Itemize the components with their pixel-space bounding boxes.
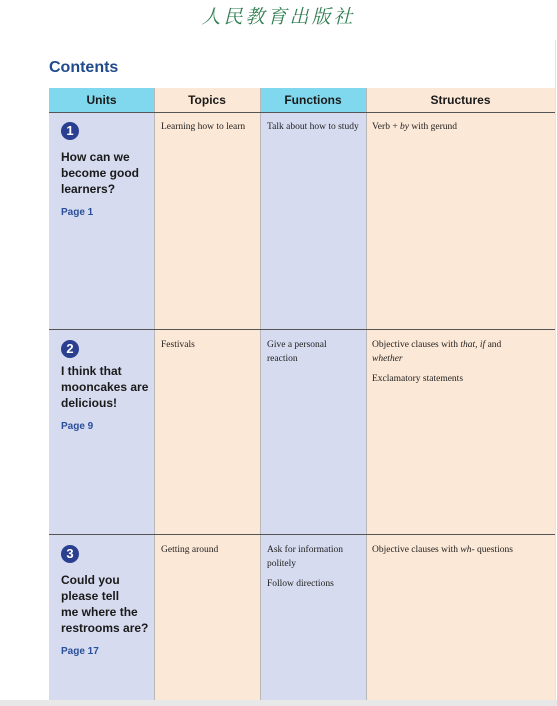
- structures-column: [366, 88, 555, 700]
- structure-cell: [372, 120, 550, 140]
- page-title: Contents: [49, 59, 119, 76]
- header-units: Units: [49, 88, 154, 112]
- topic-text: Getting around: [161, 545, 219, 555]
- column-divider: [154, 88, 155, 700]
- row-divider: [49, 112, 555, 113]
- row-divider: [49, 329, 555, 330]
- unit-title-line: learners?: [61, 182, 116, 196]
- functions-column: [260, 88, 366, 700]
- unit-page-link[interactable]: Page 1: [61, 207, 94, 218]
- structure-text: Exclamatory statements: [372, 374, 464, 384]
- unit-title-line: me where the: [61, 605, 138, 619]
- header-functions: Functions: [260, 88, 366, 112]
- topic-text: Festivals: [161, 340, 195, 350]
- unit-number-badge: 1: [61, 122, 79, 140]
- unit-title-line: restrooms are?: [61, 621, 149, 635]
- unit-title-line: Could you: [61, 573, 120, 587]
- structure-text: Objective clauses with wh- questions: [372, 545, 513, 555]
- unit-page-link[interactable]: Page 9: [61, 421, 94, 432]
- column-divider: [366, 88, 367, 700]
- topic-cell: [161, 338, 257, 358]
- unit-title-line: please tell: [61, 589, 120, 603]
- column-divider: [260, 88, 261, 700]
- function-cell: [267, 338, 347, 372]
- function-text: Follow directions: [267, 579, 334, 589]
- structure-cell: [372, 543, 550, 563]
- unit-title-line: I think that: [61, 364, 122, 378]
- function-text: Give a personal reaction: [267, 340, 327, 364]
- function-text: Ask for information politely: [267, 545, 343, 569]
- page-edge-rule: [555, 40, 556, 706]
- function-cell: [267, 543, 359, 597]
- unit-page-link[interactable]: Page 17: [61, 646, 99, 657]
- unit-title-line: delicious!: [61, 396, 118, 410]
- contents-table: [49, 88, 555, 700]
- unit-title[interactable]: [61, 363, 151, 411]
- function-text: Talk about how to study: [267, 122, 359, 132]
- topic-cell: [161, 543, 257, 563]
- header-topics: Topics: [154, 88, 260, 112]
- unit-title-line: How can we: [61, 150, 130, 164]
- function-cell: [267, 120, 362, 140]
- unit-title[interactable]: [61, 149, 151, 197]
- header-structures: Structures: [366, 88, 555, 112]
- structure-text: Verb + by with gerund: [372, 122, 458, 132]
- unit-title-line: mooncakes are: [61, 380, 149, 394]
- unit-title-line: become good: [61, 166, 140, 180]
- unit-number-badge: 2: [61, 340, 79, 358]
- structure-text: Objective clauses with that, if and whether: [372, 340, 502, 364]
- unit-number-badge: 3: [61, 545, 79, 563]
- bottom-edge: [0, 700, 557, 706]
- topic-cell: [161, 120, 257, 140]
- row-divider: [49, 534, 555, 535]
- topic-text: Learning how to learn: [161, 122, 246, 132]
- structure-cell: [372, 338, 532, 392]
- publisher-logo: 人民教育出版社: [201, 6, 356, 28]
- unit-title[interactable]: [61, 572, 151, 636]
- topics-column: [154, 88, 260, 700]
